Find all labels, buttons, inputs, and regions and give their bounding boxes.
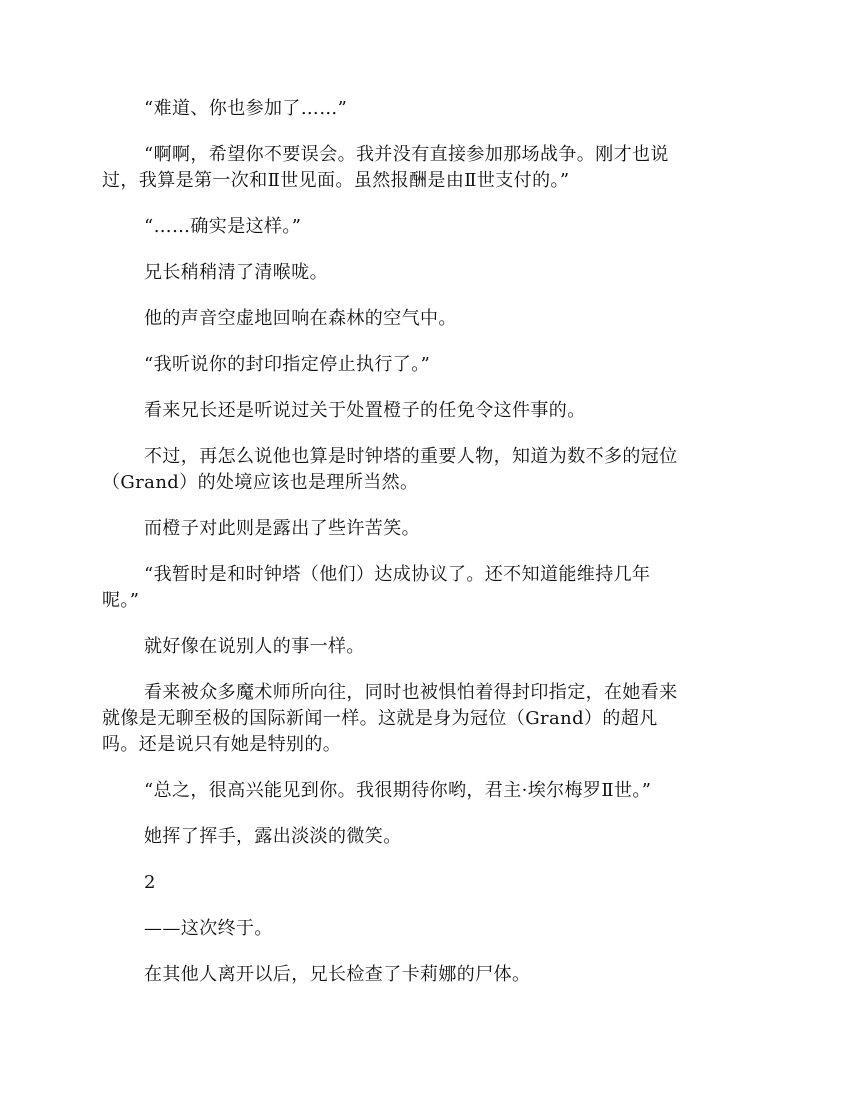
paragraph: 兄长稍稍清了清喉咙。 <box>144 262 328 283</box>
paragraph: 他的声音空虚地回响在森林的空气中。 <box>144 308 457 329</box>
paragraph: “难道、你也参加了……” <box>144 98 348 119</box>
paragraph: 她挥了挥手，露出淡淡的微笑。 <box>144 826 402 847</box>
paragraph: ——这次终于。 <box>144 918 273 939</box>
paragraph: “啊啊，希望你不要误会。我并没有直接参加那场战争。刚才也说 过，我算是第一次和Ⅱ世见面。虽然报酬是由Ⅱ世支付的。” <box>102 144 669 191</box>
paragraph: 就好像在说别人的事一样。 <box>144 636 365 657</box>
paragraph: 不过，再怎么说他也算是时钟塔的重要人物，知道为数不多的冠位 （Grand）的处境应该也是理所当然。 <box>102 446 678 493</box>
document-page <box>102 96 752 1008</box>
paragraph: “我听说你的封印指定停止执行了。” <box>144 354 431 375</box>
section-number: 2 <box>144 872 156 893</box>
paragraph: 看来兄长还是听说过关于处置橙子的任免令这件事的。 <box>144 400 586 421</box>
paragraph: 在其他人离开以后，兄长检查了卡莉娜的尸体。 <box>144 964 531 985</box>
paragraph: “总之，很高兴能见到你。我很期待你哟，君主·埃尔梅罗Ⅱ世。” <box>144 780 652 801</box>
paragraph: “……确实是这样。” <box>144 216 302 237</box>
paragraph: “我暂时是和时钟塔（他们）达成协议了。还不知道能维持几年 呢。” <box>102 564 651 611</box>
paragraph: 而橙子对此则是露出了些许苦笑。 <box>144 518 420 539</box>
paragraph: 看来被众多魔术师所向往，同时也被惧怕着得封印指定，在她看来 就像是无聊至极的国际新闻一样。这就是身为冠位（Grand）的超凡 吗。还是说只有她是特别的。 <box>102 682 678 755</box>
